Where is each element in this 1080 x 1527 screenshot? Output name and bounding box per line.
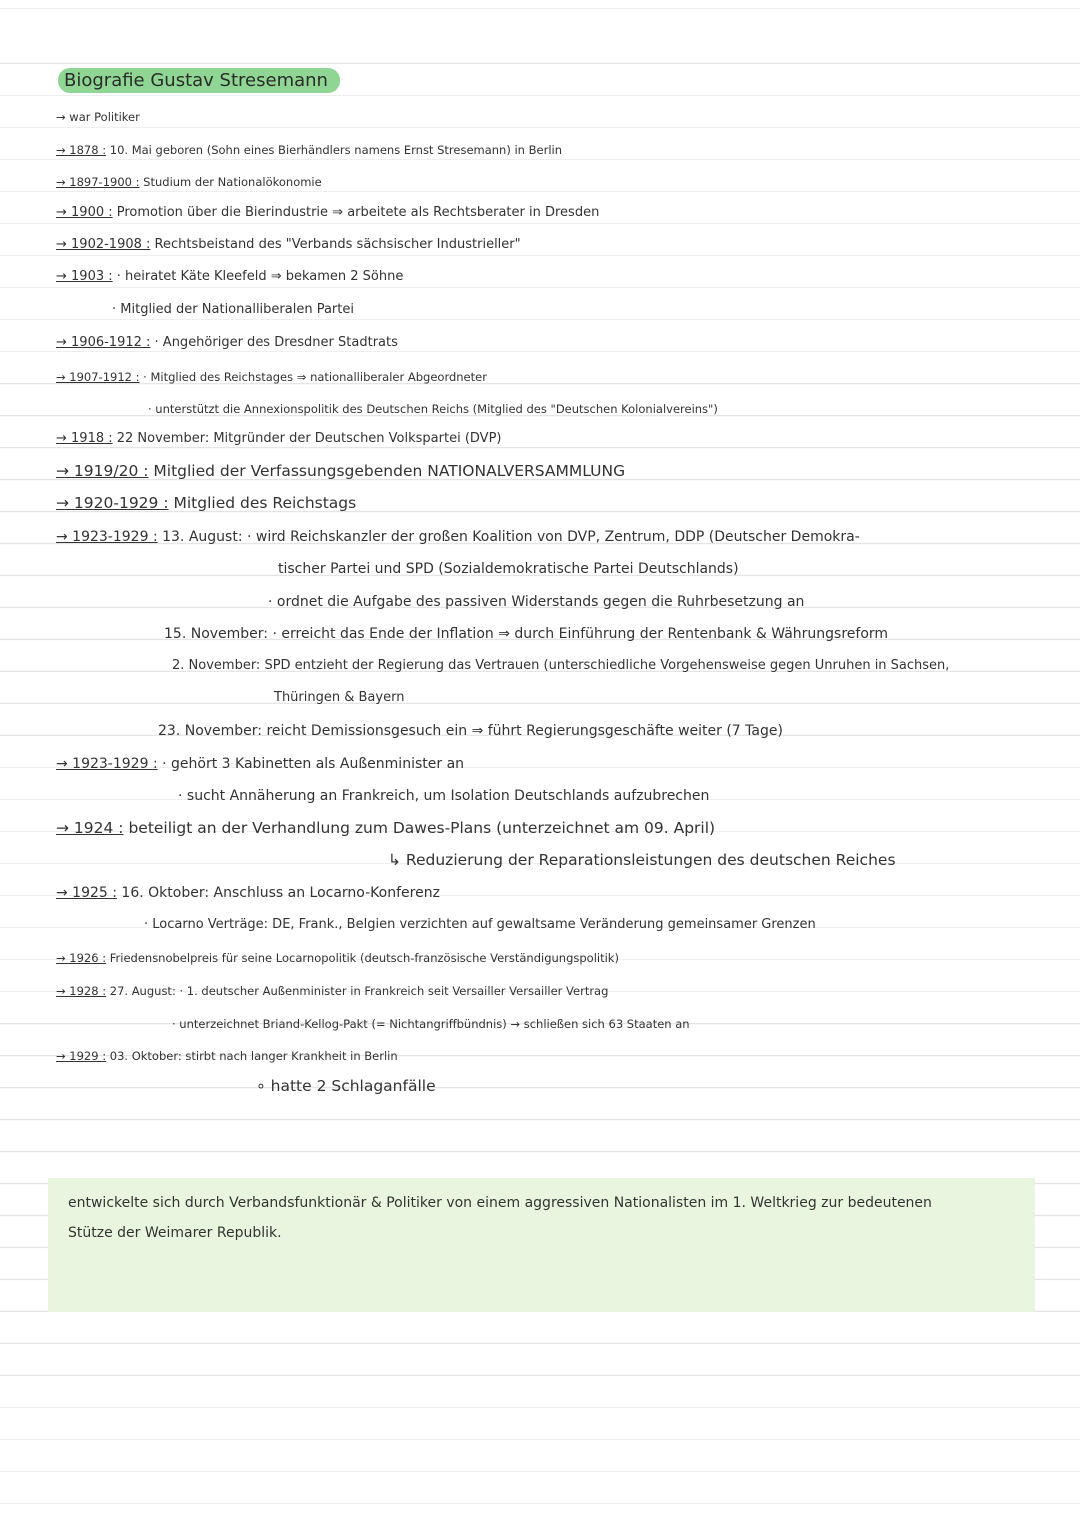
page-title: Biografie Gustav Stresemann: [58, 68, 340, 93]
note-line: 2. November: SPD entzieht der Regierung das Vertrauen (unterschiedliche Vorgehensweise gegen Unruhen in Sachsen,: [172, 658, 950, 673]
summary-line: entwickelte sich durch Verbandsfunktionär & Politiker von einem aggressiven Nationalisten im 1. Weltkrieg zur bedeutenen: [68, 1195, 932, 1211]
note-line: → 1924 : beteiligt an der Verhandlung zum Dawes-Plans (unterzeichnet am 09. April): [56, 819, 716, 837]
note-line: → 1900 : Promotion über die Bierindustrie ⇒ arbeitete als Rechtsberater in Dresden: [56, 205, 600, 220]
note-line: → 1897-1900 : Studium der Nationalökonomie: [56, 175, 322, 189]
note-line: · Mitglied der Nationalliberalen Partei: [112, 302, 354, 317]
note-line: → 1878 : 10. Mai geboren (Sohn eines Bierhändlers namens Ernst Stresemann) in Berlin: [56, 143, 563, 157]
note-line: → 1903 : · heiratet Käte Kleefeld ⇒ bekamen 2 Söhne: [56, 269, 404, 284]
note-line: · unterstützt die Annexionspolitik des Deutschen Reichs (Mitglied des "Deutschen Kolonialvereins"): [148, 402, 718, 416]
note-line: → 1923-1929 : 13. August: · wird Reichskanzler der großen Koalition von DVP, Zentrum, DDP (Deutscher Demokra-: [56, 529, 860, 545]
note-line: → 1925 : 16. Oktober: Anschluss an Locarno-Konferenz: [56, 885, 440, 901]
note-line: 15. November: · erreicht das Ende der Inflation ⇒ durch Einführung der Rentenbank & Währungsreform: [164, 626, 889, 642]
summary-line: Stütze der Weimarer Republik.: [68, 1225, 282, 1241]
note-line: → 1926 : Friedensnobelpreis für seine Locarnopolitik (deutsch-französische Verständigungspolitik): [56, 951, 619, 965]
note-line: Thüringen & Bayern: [274, 690, 405, 705]
note-line: · sucht Annäherung an Frankreich, um Isolation Deutschlands aufzubrechen: [178, 788, 710, 804]
title-highlight: [58, 68, 340, 93]
note-line: ↳ Reduzierung der Reparationsleistungen des deutschen Reiches: [388, 851, 896, 869]
note-line: → 1907-1912 : · Mitglied des Reichstages ⇒ nationalliberaler Abgeordneter: [56, 370, 487, 384]
note-line: → war Politiker: [56, 110, 140, 124]
note-line: 23. November: reicht Demissionsgesuch ein ⇒ führt Regierungsgeschäfte weiter (7 Tage): [158, 723, 783, 739]
note-line: → 1919/20 : Mitglied der Verfassungsgebenden NATIONALVERSAMMLUNG: [56, 462, 626, 480]
note-line: · ordnet die Aufgabe des passiven Widerstands gegen die Ruhrbesetzung an: [268, 594, 805, 610]
note-line: → 1923-1929 : · gehört 3 Kabinetten als Außenminister an: [56, 756, 465, 772]
note-line: → 1902-1908 : Rechtsbeistand des "Verbands sächsischer Industrieller": [56, 237, 521, 252]
note-line: ∘ hatte 2 Schlaganfälle: [256, 1077, 436, 1095]
summary-box: [48, 1178, 1035, 1312]
note-line: · Locarno Verträge: DE, Frank., Belgien verzichten auf gewaltsame Veränderung gemeinsamer Grenzen: [144, 917, 816, 932]
note-line: → 1929 : 03. Oktober: stirbt nach langer Krankheit in Berlin: [56, 1049, 398, 1063]
note-line: → 1918 : 22 November: Mitgründer der Deutschen Volkspartei (DVP): [56, 431, 502, 446]
note-line: tischer Partei und SPD (Sozialdemokratische Partei Deutschlands): [278, 561, 739, 577]
note-line: → 1920-1929 : Mitglied des Reichstags: [56, 494, 357, 512]
note-line: → 1906-1912 : · Angehöriger des Dresdner Stadtrats: [56, 335, 398, 350]
note-line: → 1928 : 27. August: · 1. deutscher Außenminister in Frankreich seit Versailler Versailler Vertrag: [56, 984, 609, 998]
note-line: · unterzeichnet Briand-Kellog-Pakt (= Nichtangriffbündnis) → schließen sich 63 Staaten an: [172, 1017, 690, 1031]
